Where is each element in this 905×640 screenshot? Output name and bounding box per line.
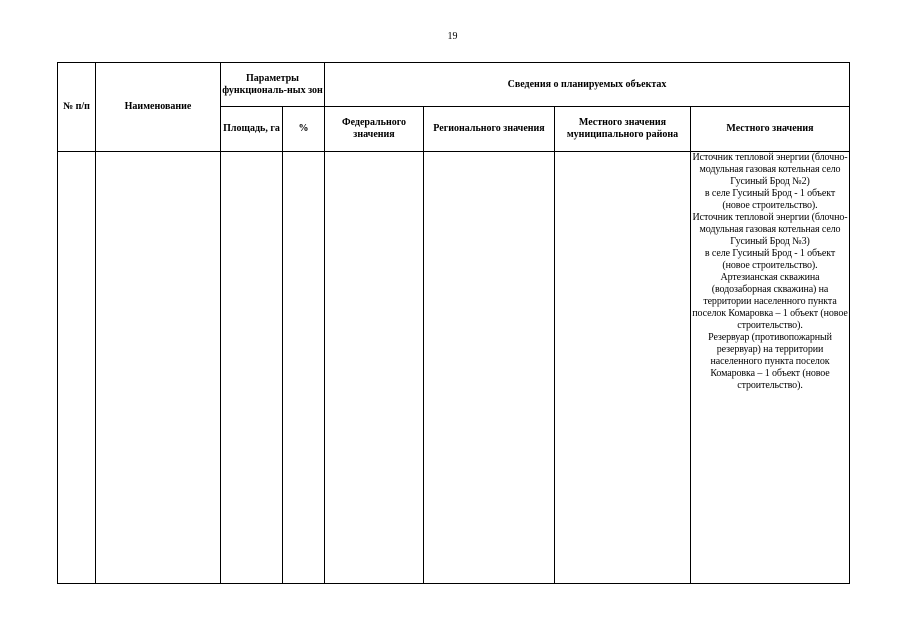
local-item-4: в селе Гусиный Брод - 1 объект (новое строительство). bbox=[704, 248, 836, 271]
local-item-1: Источник тепловой энергии (блочно-модульная газовая котельная село Гусиный Брод №2) bbox=[692, 152, 848, 187]
header-planned-group: Сведения о планируемых объектах bbox=[325, 63, 850, 107]
header-percent: % bbox=[283, 107, 325, 152]
local-item-2: в селе Гусиный Брод - 1 объект (новое строительство). bbox=[704, 188, 836, 211]
table-row bbox=[58, 152, 850, 584]
cell-num bbox=[58, 152, 96, 584]
header-params-group: Параметры функциональ-ных зон bbox=[221, 63, 325, 107]
cell-federal bbox=[325, 152, 424, 584]
cell-local bbox=[691, 152, 850, 584]
header-name: Наименование bbox=[96, 63, 221, 152]
header-area: Площадь, га bbox=[221, 107, 283, 152]
page-number: 19 bbox=[447, 31, 458, 42]
local-item-5: Артезианская скважина (водозаборная скважина) на территории населенного пункта поселок Комаровка – 1 объект (новое строительство). bbox=[692, 272, 848, 331]
cell-municipal bbox=[555, 152, 691, 584]
cell-percent bbox=[283, 152, 325, 584]
header-municipal: Местного значения муниципального района bbox=[555, 107, 691, 152]
header-regional: Регионального значения bbox=[424, 107, 555, 152]
local-item-3: Источник тепловой энергии (блочно-модульная газовая котельная село Гусиный Брод №3) bbox=[692, 212, 848, 247]
header-local: Местного значения bbox=[691, 107, 850, 152]
header-row-1 bbox=[58, 63, 850, 107]
header-federal: Федерального значения bbox=[325, 107, 424, 152]
cell-name bbox=[96, 152, 221, 584]
header-num: № п/п bbox=[58, 63, 96, 152]
cell-area bbox=[221, 152, 283, 584]
planned-objects-table bbox=[57, 62, 850, 584]
local-item-6: Резервуар (противопожарный резервуар) на территории населенного пункта поселок Комаровка – 1 объект (новое строительство). bbox=[708, 332, 832, 391]
cell-regional bbox=[424, 152, 555, 584]
